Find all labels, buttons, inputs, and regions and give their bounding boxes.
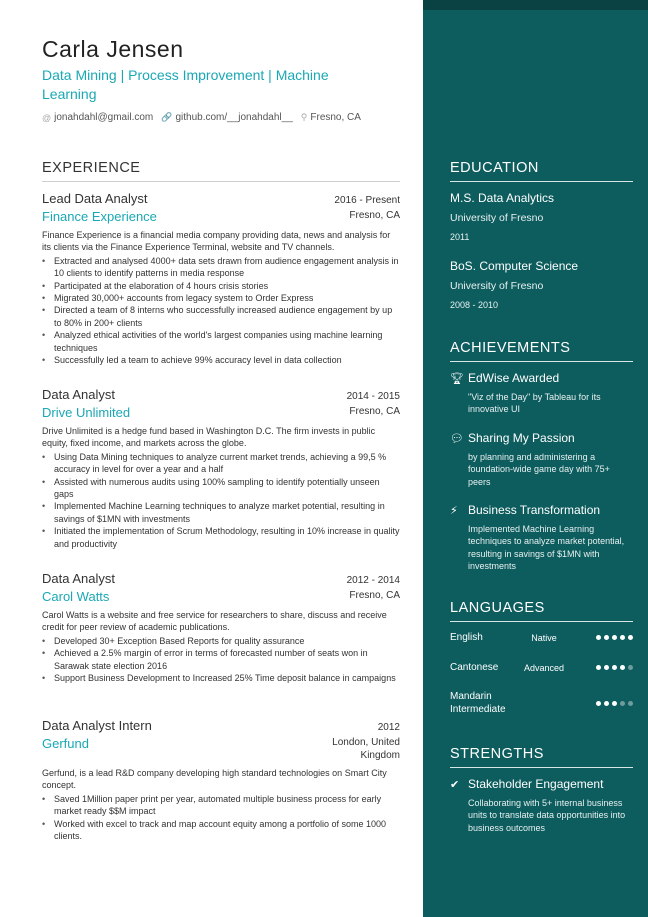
- job-entry: [42, 387, 400, 550]
- strengths-heading: STRENGTHS: [450, 746, 633, 768]
- strength-entry: [450, 777, 633, 834]
- job-description: Gerfund, is a lead R&D company developing high standard technologies on Smart City concept.: [42, 768, 387, 791]
- achievement-description: "Viz of the Day" by Tableau for its innovative UI: [468, 392, 601, 415]
- job-company: Finance Experience: [42, 209, 157, 224]
- list-item: • Extracted and analysed 4000+ data sets drawn from audience engagement analysis in 10 clients to identify patterns in media response: [42, 255, 400, 280]
- education-entry: [450, 191, 633, 242]
- trophy-icon: 🏆︎: [450, 373, 464, 385]
- rating-dot: [596, 665, 601, 670]
- job-role: Data Analyst: [42, 571, 115, 586]
- job-role: Data Analyst Intern: [42, 718, 152, 733]
- list-item: • Directed a team of 8 interns who successfully increased audience engagement by up to 80% in 200+ clients: [42, 304, 400, 329]
- list-item: • Saved 1Million paper print per year, automated multiple business process for early market ready $$M impact: [42, 793, 400, 818]
- location-contact: [301, 112, 361, 123]
- github-text: github.com/__jonahdahl__: [175, 112, 293, 123]
- achievement-title: Business Transformation: [468, 503, 601, 517]
- list-item: • Achieved a 2.5% margin of error in terms of forecasted number of seats won in Sarawak state election 2016: [42, 647, 400, 672]
- list-item: • Migrated 30,000+ accounts from legacy system to Order Express: [42, 292, 400, 304]
- rating-dot: [612, 635, 617, 640]
- language-level: Native: [531, 632, 557, 643]
- achievement-entry: [450, 371, 633, 416]
- contact-row: [42, 112, 361, 123]
- email-text: jonahdahl@gmail.com: [54, 112, 154, 123]
- job-location: Fresno, CA: [349, 210, 400, 221]
- achievement-title: EdWise Awarded: [468, 371, 560, 385]
- job-company: Carol Watts: [42, 589, 110, 604]
- education-school: University of Fresno: [450, 212, 544, 224]
- list-item: • Implemented Machine Learning techniques to analyze market potential, resulting in savings of $1MN with investments: [42, 500, 400, 525]
- language-name: Cantonese: [450, 662, 499, 673]
- rating-dot: [620, 665, 625, 670]
- languages-heading: LANGUAGES: [450, 600, 633, 622]
- job-company: Drive Unlimited: [42, 405, 131, 420]
- language-name: English: [450, 632, 483, 643]
- language-entry: [450, 661, 633, 674]
- language-name: [450, 690, 515, 716]
- rating-dot: [620, 635, 625, 640]
- experience-heading: EXPERIENCE: [42, 160, 400, 182]
- achievement-entry: [450, 503, 633, 573]
- language-rating: [596, 665, 633, 670]
- education-years: 2011: [450, 232, 470, 242]
- language-name-text: Mandarin: [450, 691, 492, 702]
- achievements-heading: ACHIEVEMENTS: [450, 340, 633, 362]
- achievement-description: by planning and administering a foundation-wide game day with 75+ peers: [468, 452, 610, 487]
- github-contact[interactable]: [161, 112, 293, 123]
- language-level: Intermediate: [450, 704, 506, 715]
- speech-bubble-icon: 💬︎: [450, 433, 464, 445]
- location-pin-icon: ⚲: [300, 112, 308, 122]
- education-years: 2008 - 2010: [450, 300, 499, 310]
- rating-dot: [620, 701, 625, 706]
- list-item: • Support Business Development to Increased 25% Time deposit balance in campaigns: [42, 672, 400, 684]
- location-text: Fresno, CA: [310, 112, 361, 123]
- email-contact[interactable]: [42, 112, 153, 123]
- list-item: • Analyzed ethical activities of the world's largest companies using machine learning techniques: [42, 329, 400, 354]
- rating-dot: [612, 701, 617, 706]
- rating-dot: [604, 665, 609, 670]
- job-dates: 2012 - 2014: [346, 575, 400, 586]
- education-entry: [450, 259, 633, 310]
- list-item: • Initiated the implementation of Scrum Methodology, resulting in 10% increase in quality and productivity: [42, 525, 400, 550]
- job-company: Gerfund: [42, 736, 89, 751]
- job-location: [332, 736, 400, 762]
- job-dates: 2014 - 2015: [346, 391, 400, 402]
- language-level: Advanced: [523, 662, 565, 673]
- job-bullets: [42, 635, 400, 685]
- job-bullets: [42, 255, 400, 367]
- rating-dot: [628, 665, 633, 670]
- list-item: • Participated at the elaboration of 4 hours crisis stories: [42, 280, 400, 292]
- rating-dot: [628, 701, 633, 706]
- education-degree: BoS. Computer Science: [450, 259, 579, 273]
- achievement-description: Implemented Machine Learning techniques to analyze market potential, resulting in savings of $1MN with investments: [468, 524, 625, 572]
- language-entry: [450, 690, 633, 716]
- job-bullets: [42, 793, 400, 843]
- job-location: Fresno, CA: [349, 590, 400, 601]
- rating-dot: [596, 635, 601, 640]
- job-description: Finance Experience is a financial media company providing data, news and analysis for its clients via the Finance Experience Terminal, website and TV channels.: [42, 230, 391, 253]
- job-dates: 2012: [377, 722, 400, 733]
- job-entry: [42, 191, 400, 366]
- job-role: Lead Data Analyst: [42, 191, 148, 206]
- job-location-line: London, United: [332, 737, 400, 748]
- job-location: Fresno, CA: [349, 406, 400, 417]
- candidate-name: Carla Jensen: [42, 36, 184, 62]
- list-item: • Developed 30+ Exception Based Reports for quality assurance: [42, 635, 400, 647]
- job-entry: [42, 571, 400, 684]
- language-rating: [596, 635, 633, 640]
- tagline: Data Mining | Process Improvement | Machine Learning: [42, 67, 329, 102]
- sidebar: [423, 0, 648, 917]
- strength-title: Stakeholder Engagement: [468, 777, 604, 791]
- job-location-line: Kingdom: [360, 750, 400, 761]
- at-icon: @: [42, 112, 52, 123]
- sidebar-top-bar: [423, 0, 648, 10]
- education-heading: EDUCATION: [450, 160, 633, 182]
- rating-dot: [596, 701, 601, 706]
- rating-dot: [628, 635, 633, 640]
- achievement-entry: [450, 431, 633, 488]
- list-item: • Using Data Mining techniques to analyze current market trends, achieving a 99,5 % accuracy in level for over a year and a half: [42, 451, 400, 476]
- checkmark-icon: ✔: [450, 779, 460, 791]
- rating-dot: [612, 665, 617, 670]
- job-description: Carol Watts is a website and free service for researchers to share, discuss and receive credit for peer review of academic publications.: [42, 610, 387, 633]
- language-entry: [450, 631, 633, 644]
- job-bullets: [42, 451, 400, 550]
- rating-dot: [604, 635, 609, 640]
- achievement-title: Sharing My Passion: [468, 431, 575, 445]
- list-item: • Assisted with numerous audits using 100% sampling to identify potentially unseen gaps: [42, 476, 400, 501]
- job-entry: [42, 718, 400, 842]
- strength-description: Collaborating with 5+ internal business units to translate data opportunities into business outcomes: [468, 798, 626, 833]
- link-icon: 🔗: [161, 112, 173, 122]
- list-item: • Successfully led a team to achieve 99% accuracy level in data collection: [42, 354, 400, 366]
- rating-dot: [604, 701, 609, 706]
- language-rating: [596, 701, 633, 706]
- list-item: • Worked with excel to track and map account equity among a portfolio of some 1000 clients.: [42, 818, 400, 843]
- education-degree: M.S. Data Analytics: [450, 191, 555, 205]
- job-dates: 2016 - Present: [334, 195, 400, 206]
- job-role: Data Analyst: [42, 387, 115, 402]
- lightning-icon: ⚡︎: [450, 505, 458, 517]
- job-description: Drive Unlimited is a hedge fund based in Washington D.C. The firm invests in public equity, fixed income, and markets across the globe.: [42, 426, 376, 449]
- education-school: University of Fresno: [450, 280, 544, 292]
